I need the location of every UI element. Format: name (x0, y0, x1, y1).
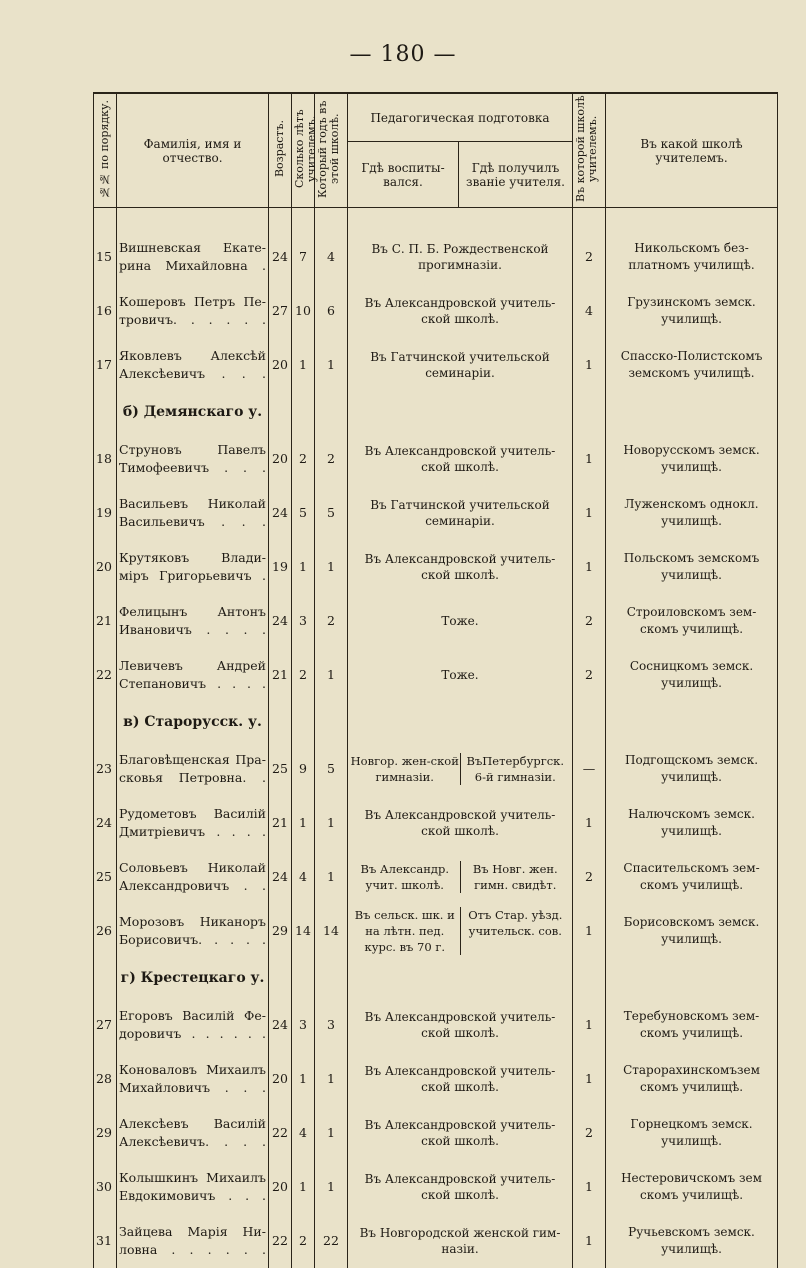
teacher-name (117, 486, 269, 540)
which-school-count: 2 (573, 850, 606, 904)
years-teaching: 1 (292, 338, 315, 392)
teacher-name-line2: Дмитріевичъ . . . . (119, 823, 266, 841)
teacher-name-line1: Коноваловъ Михаилъ (119, 1061, 266, 1079)
empty-cell (94, 702, 117, 742)
header-age: Возрастъ. (269, 93, 292, 208)
teacher-name (117, 594, 269, 648)
header-years-teaching: Сколько лѣтъ учителемъ. (292, 93, 315, 208)
section-heading-row (94, 392, 778, 432)
prep-title-received: Въ Новг. жен. гимн. свидѣт. (461, 861, 571, 893)
teacher-name-line2: Алексѣевичъ . . . (119, 365, 266, 383)
pedagogical-prep: Тоже. (348, 648, 573, 702)
teacher-name-line1: Крутяковъ Влади- (119, 549, 266, 567)
prep-educated: Новгор. жен-ской гимназіи. (350, 753, 461, 785)
row-number: 28 (94, 1052, 117, 1106)
section-title: в) Старорусск. у. (117, 702, 269, 742)
pedagogical-prep: Въ Александровской учитель-ской школѣ. (348, 540, 573, 594)
teacher-name-line2: ловна . . . . . . (119, 1241, 266, 1259)
teacher-name (117, 796, 269, 850)
teacher-row (94, 796, 778, 850)
teacher-row (94, 594, 778, 648)
header-number: №№ по порядку. (94, 93, 117, 208)
header-year-in-school: Который годъ въ этой школѣ. (315, 93, 348, 208)
teacher-name-line1: Кошеровъ Петръ Пе- (119, 293, 266, 311)
years-teaching: 3 (292, 998, 315, 1052)
teacher-name-line2: Степановичъ . . . . (119, 675, 266, 693)
teacher-age: 27 (269, 284, 292, 338)
years-teaching: 1 (292, 1052, 315, 1106)
teacher-age: 20 (269, 338, 292, 392)
school-name: Старорахинскомъзем скомъ училищѣ. (606, 1052, 778, 1106)
teacher-age: 20 (269, 432, 292, 486)
pedagogical-prep (348, 904, 573, 958)
school-name: Спасительскомъ зем-скомъ училищѣ. (606, 850, 778, 904)
empty-cell (269, 702, 292, 742)
empty-cell (94, 392, 117, 432)
teacher-row (94, 230, 778, 284)
pedagogical-prep: Тоже. (348, 594, 573, 648)
teacher-name (117, 1106, 269, 1160)
empty-cell (94, 958, 117, 998)
teacher-age: 19 (269, 540, 292, 594)
which-school-count: 4 (573, 284, 606, 338)
years-teaching: 7 (292, 230, 315, 284)
teacher-name-line2: Александровичъ . . (119, 877, 266, 895)
row-number: 15 (94, 230, 117, 284)
pedagogical-prep: Въ Александровской учитель-ской школѣ. (348, 796, 573, 850)
teacher-name-line1: Алексѣевъ Василій (119, 1115, 266, 1133)
year-in-school: 1 (315, 850, 348, 904)
teacher-row (94, 284, 778, 338)
teacher-age: 22 (269, 1214, 292, 1268)
pedagogical-prep: Въ Новгородской женской гим-назіи. (348, 1214, 573, 1268)
pedagogical-prep: Въ Гатчинской учительской семинаріи. (348, 486, 573, 540)
school-name: Строиловскомъ зем-скомъ училищѣ. (606, 594, 778, 648)
school-name: Подгощскомъ земск. училищѣ. (606, 742, 778, 796)
school-name: Никольскомъ без-платномъ училищѣ. (606, 230, 778, 284)
header-which-school: Въ которой школѣ учителемъ. (573, 93, 606, 208)
teacher-name-line2: рина Михайловна . (119, 257, 266, 275)
empty-cell (573, 392, 606, 432)
teacher-row (94, 338, 778, 392)
teacher-name (117, 742, 269, 796)
teacher-name (117, 1160, 269, 1214)
year-in-school: 2 (315, 432, 348, 486)
teacher-name-line1: Рудометовъ Василій (119, 805, 266, 823)
teacher-name-line2: Алексѣевичъ. . . . (119, 1133, 266, 1151)
empty-cell (315, 392, 348, 432)
teacher-name (117, 648, 269, 702)
which-school-count: 1 (573, 904, 606, 958)
teacher-row (94, 1052, 778, 1106)
row-number: 27 (94, 998, 117, 1052)
teacher-name-line2: міръ Григорьевичъ . (119, 567, 266, 585)
year-in-school: 5 (315, 486, 348, 540)
row-number: 18 (94, 432, 117, 486)
prep-split (350, 907, 570, 955)
teacher-age: 24 (269, 594, 292, 648)
teacher-row (94, 432, 778, 486)
year-in-school: 14 (315, 904, 348, 958)
prep-split (350, 861, 570, 893)
teacher-name (117, 1052, 269, 1106)
teacher-age: 25 (269, 742, 292, 796)
header-prep-title: Гдѣ получилъ званіе учителя. (459, 142, 573, 208)
teacher-row (94, 1106, 778, 1160)
row-number: 22 (94, 648, 117, 702)
which-school-count: 1 (573, 338, 606, 392)
teacher-name-line1: Благовѣщенская Пра- (119, 751, 266, 769)
years-teaching: 1 (292, 796, 315, 850)
years-teaching: 14 (292, 904, 315, 958)
row-number: 26 (94, 904, 117, 958)
row-number: 29 (94, 1106, 117, 1160)
teacher-name-line2: Ивановичъ . . . . (119, 621, 266, 639)
section-title: б) Демянскаго у. (117, 392, 269, 432)
year-in-school: 1 (315, 796, 348, 850)
page-number: — 180 — (0, 42, 806, 67)
which-school-count: 1 (573, 1052, 606, 1106)
pedagogical-prep (348, 850, 573, 904)
years-teaching: 2 (292, 648, 315, 702)
teacher-age: 21 (269, 648, 292, 702)
teacher-row (94, 648, 778, 702)
empty-cell (348, 392, 573, 432)
prep-split (350, 753, 570, 785)
teacher-age: 22 (269, 1106, 292, 1160)
header-pedagogical-prep: Педагогическая подготовка (348, 93, 573, 142)
row-number: 19 (94, 486, 117, 540)
teacher-name-line2: сковья Петровна. . (119, 769, 266, 787)
empty-cell (348, 958, 573, 998)
row-number: 30 (94, 1160, 117, 1214)
teacher-name-line2: Васильевичъ . . . (119, 513, 266, 531)
teacher-name-line2: Борисовичъ. . . . . (119, 931, 266, 949)
teacher-name (117, 230, 269, 284)
row-number: 21 (94, 594, 117, 648)
pedagogical-prep: Въ Александровской учитель-ской школѣ. (348, 998, 573, 1052)
teacher-name-line1: Фелицынъ Антонъ (119, 603, 266, 621)
prep-educated: Въ сельск. шк. и на лѣтн. пед. курс. въ 70 г. (350, 907, 461, 955)
which-school-count: — (573, 742, 606, 796)
teacher-row (94, 1214, 778, 1268)
row-number: 17 (94, 338, 117, 392)
teacher-row (94, 904, 778, 958)
row-number: 25 (94, 850, 117, 904)
which-school-count: 1 (573, 1160, 606, 1214)
teacher-name (117, 432, 269, 486)
which-school-count: 2 (573, 648, 606, 702)
teacher-name-line2: Михайловичъ . . . (119, 1079, 266, 1097)
year-in-school: 1 (315, 1052, 348, 1106)
years-teaching: 5 (292, 486, 315, 540)
years-teaching: 10 (292, 284, 315, 338)
school-name: Грузинскомъ земск. училищѣ. (606, 284, 778, 338)
years-teaching: 9 (292, 742, 315, 796)
teacher-name-line1: Колышкинъ Михаилъ (119, 1169, 266, 1187)
register-body (94, 208, 778, 1268)
year-in-school: 5 (315, 742, 348, 796)
school-name: Луженскомъ однокл. училищѣ. (606, 486, 778, 540)
prep-educated: Въ Александр. учит. школѣ. (350, 861, 461, 893)
year-in-school: 2 (315, 594, 348, 648)
teacher-name-line1: Яковлевъ Алексѣй (119, 347, 266, 365)
years-teaching: 2 (292, 1214, 315, 1268)
pedagogical-prep: Въ Гатчинской учительской семинаріи. (348, 338, 573, 392)
teacher-name-line2: тровичъ. . . . . . (119, 311, 266, 329)
school-name: Польскомъ земскомъ училищѣ. (606, 540, 778, 594)
teacher-name (117, 904, 269, 958)
pedagogical-prep: Въ С. П. Б. Рождественской прогимназіи. (348, 230, 573, 284)
header-name: Фамилія, имя и отчество. (117, 93, 269, 208)
teacher-row (94, 540, 778, 594)
row-number: 24 (94, 796, 117, 850)
years-teaching: 1 (292, 1160, 315, 1214)
empty-cell (292, 958, 315, 998)
pedagogical-prep: Въ Александровской учитель-ской школѣ. (348, 1052, 573, 1106)
row-number: 16 (94, 284, 117, 338)
school-name: Налючскомъ земск. училищѣ. (606, 796, 778, 850)
teacher-name (117, 1214, 269, 1268)
teacher-row (94, 742, 778, 796)
teacher-name-line1: Левичевъ Андрей (119, 657, 266, 675)
year-in-school: 1 (315, 1160, 348, 1214)
school-name: Новорусскомъ земск. училищѣ. (606, 432, 778, 486)
teacher-name-line1: Васильевъ Николай (119, 495, 266, 513)
row-number: 20 (94, 540, 117, 594)
teacher-age: 29 (269, 904, 292, 958)
pedagogical-prep: Въ Александровской учитель-ской школѣ. (348, 1160, 573, 1214)
teacher-name-line2: доровичъ . . . . . . (119, 1025, 266, 1043)
teacher-name-line1: Соловьевъ Николай (119, 859, 266, 877)
empty-cell (315, 958, 348, 998)
year-in-school: 1 (315, 648, 348, 702)
which-school-count: 1 (573, 1214, 606, 1268)
empty-cell (606, 392, 778, 432)
empty-cell (606, 958, 778, 998)
empty-cell (269, 392, 292, 432)
teacher-age: 21 (269, 796, 292, 850)
years-teaching: 4 (292, 1106, 315, 1160)
teacher-age: 20 (269, 1160, 292, 1214)
row-number: 31 (94, 1214, 117, 1268)
teacher-age: 24 (269, 486, 292, 540)
empty-cell (292, 702, 315, 742)
school-name: Горнецкомъ земск. училищѣ. (606, 1106, 778, 1160)
which-school-count: 1 (573, 796, 606, 850)
teacher-name-line2: Тимофеевичъ . . . (119, 459, 266, 477)
section-heading-row (94, 958, 778, 998)
which-school-count: 1 (573, 540, 606, 594)
empty-cell (606, 702, 778, 742)
teacher-name-line1: Вишневская Екате- (119, 239, 266, 257)
year-in-school: 1 (315, 338, 348, 392)
empty-cell (292, 392, 315, 432)
year-in-school: 6 (315, 284, 348, 338)
header-prep-educated: Гдѣ воспиты-вался. (348, 142, 459, 208)
pedagogical-prep: Въ Александровской учитель-ской школѣ. (348, 284, 573, 338)
which-school-count: 2 (573, 594, 606, 648)
school-name: Нестеровичскомъ зем скомъ училищѣ. (606, 1160, 778, 1214)
teacher-name (117, 850, 269, 904)
which-school-count: 1 (573, 486, 606, 540)
teacher-name (117, 338, 269, 392)
year-in-school: 4 (315, 230, 348, 284)
empty-cell (315, 702, 348, 742)
years-teaching: 1 (292, 540, 315, 594)
years-teaching: 4 (292, 850, 315, 904)
empty-cell (348, 702, 573, 742)
teacher-name-line1: Зайцева Марія Ни- (119, 1223, 266, 1241)
teacher-row (94, 850, 778, 904)
school-name: Ручьевскомъ земск. училищѣ. (606, 1214, 778, 1268)
teacher-name (117, 540, 269, 594)
teacher-name (117, 284, 269, 338)
teacher-register-table (93, 92, 778, 1268)
school-name: Сосницкомъ земск. училищѣ. (606, 648, 778, 702)
pedagogical-prep (348, 742, 573, 796)
teacher-name-line1: Морозовъ Никаноръ (119, 913, 266, 931)
which-school-count: 1 (573, 998, 606, 1052)
teacher-name-line1: Егоровъ Василій Фе- (119, 1007, 266, 1025)
teacher-age: 24 (269, 850, 292, 904)
row-number: 23 (94, 742, 117, 796)
which-school-count: 2 (573, 230, 606, 284)
school-name: Спасско-Полистскомъ земскомъ училищѣ. (606, 338, 778, 392)
teacher-name-line1: Струновъ Павелъ (119, 441, 266, 459)
pedagogical-prep: Въ Александровской учитель-ской школѣ. (348, 432, 573, 486)
teacher-age: 24 (269, 998, 292, 1052)
section-heading-row (94, 702, 778, 742)
teacher-name-line2: Евдокимовичъ . . . (119, 1187, 266, 1205)
which-school-count: 1 (573, 432, 606, 486)
teacher-name (117, 998, 269, 1052)
school-name: Борисовскомъ земск. училищѣ. (606, 904, 778, 958)
which-school-count: 2 (573, 1106, 606, 1160)
year-in-school: 1 (315, 1106, 348, 1160)
years-teaching: 3 (292, 594, 315, 648)
teacher-age: 20 (269, 1052, 292, 1106)
school-name: Теребуновскомъ зем-скомъ училищѣ. (606, 998, 778, 1052)
teacher-row (94, 998, 778, 1052)
header-school: Въ какой школѣ учителемъ. (606, 93, 778, 208)
teacher-row (94, 486, 778, 540)
pedagogical-prep: Въ Александровской учитель-ской школѣ. (348, 1106, 573, 1160)
year-in-school: 3 (315, 998, 348, 1052)
section-title: г) Крестецкаго у. (117, 958, 269, 998)
prep-title-received: ВъПетербургск. 6-й гимназіи. (461, 753, 571, 785)
year-in-school: 1 (315, 540, 348, 594)
empty-cell (573, 702, 606, 742)
empty-cell (573, 958, 606, 998)
teacher-row (94, 1160, 778, 1214)
prep-title-received: Отъ Стар. уѣзд. учительск. сов. (461, 907, 571, 955)
years-teaching: 2 (292, 432, 315, 486)
year-in-school: 22 (315, 1214, 348, 1268)
empty-cell (269, 958, 292, 998)
teacher-age: 24 (269, 230, 292, 284)
